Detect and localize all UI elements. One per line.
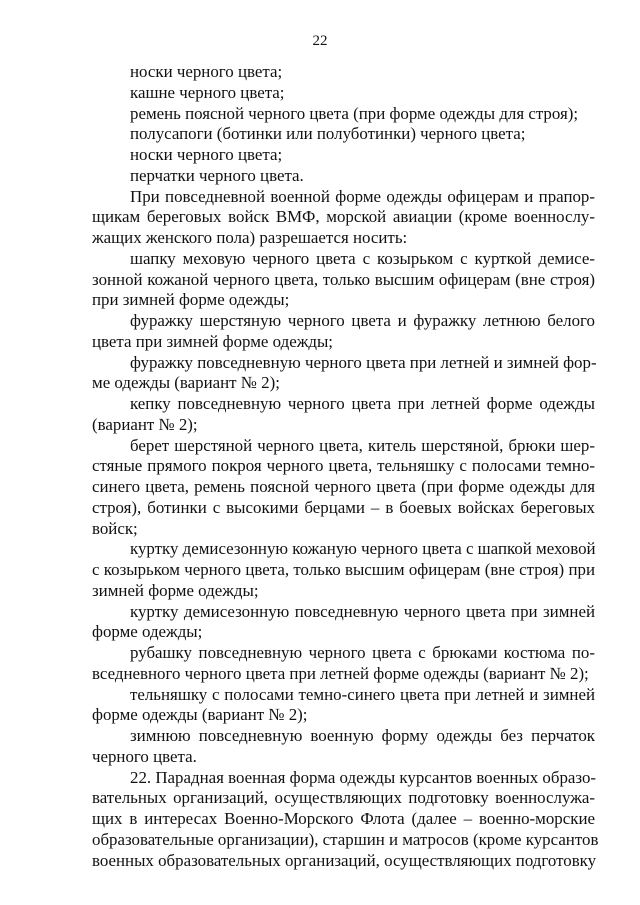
text-line: носки черного цвета; xyxy=(130,62,283,81)
text-line: жащих женского пола) разрешается носить: xyxy=(92,228,408,247)
text-line: цвета при зимней форме одежды; xyxy=(92,331,334,351)
text-line: форме одежды; xyxy=(92,622,203,642)
text-line: шапку меховую черного цвета с козырьком с курткой демисе- xyxy=(130,248,595,268)
text-line: черного цвета. xyxy=(92,746,197,766)
text-line: стяные прямого покроя черного цвета, тельняшку с полосами темно- xyxy=(92,456,595,476)
text-line: рубашку повседневную черного цвета с брюками костюма по- xyxy=(130,643,595,662)
text-line: зимнюю повседневную военную форму одежды без перчаток xyxy=(130,726,595,745)
text-line: зонной кожаной черного цвета, только высшим офицерам (вне строя) xyxy=(92,269,595,289)
text-line: ремень поясной черного цвета (при форме одежды для строя); xyxy=(130,103,579,123)
text-line: При повседневной военной форме одежды офицерам и прапор- xyxy=(130,186,595,206)
text-line: куртку демисезонную кожаную черного цвета с шапкой меховой xyxy=(130,539,596,559)
text-line: щих в интересах Военно-Морского Флота (далее – военно-морские xyxy=(92,809,595,828)
text-line: полусапоги (ботинки или полуботинки) черного цвета; xyxy=(130,124,526,144)
text-line: фуражку шерстяную черного цвета и фуражку летнюю белого xyxy=(130,311,595,330)
page-number: 22 xyxy=(312,33,328,49)
text-line: 22. Парадная военная форма одежды курсантов военных образо- xyxy=(130,767,597,787)
text-line: образовательные организации), старшин и матросов (кроме курсантов xyxy=(92,829,599,849)
text-line: ме одежды (вариант № 2); xyxy=(92,373,280,393)
text-line: вательных организаций, осуществляющих подготовку военнослужа- xyxy=(92,788,595,808)
text-line: с козырьком черного цвета, только высшим офицерам (вне строя) при xyxy=(92,560,595,579)
text-line: берет шерстяной черного цвета, китель шерстяной, брюки шер- xyxy=(130,435,595,455)
text-line: кепку повседневную черного цвета при летней форме одежды xyxy=(130,394,595,413)
text-line: форме одежды (вариант № 2); xyxy=(92,705,308,725)
text-line: (вариант № 2); xyxy=(92,414,198,434)
text-line: носки черного цвета; xyxy=(130,145,283,164)
text-line: строя), ботинки с высокими берцами – в боевых войсках береговых xyxy=(92,497,595,517)
text-line: тельняшку с полосами темно-синего цвета при летней и зимней xyxy=(130,684,595,704)
text-line: военных образовательных организаций, осуществляющих подготовку xyxy=(92,850,597,870)
text-line: вседневного черного цвета при летней форме одежды (вариант № 2); xyxy=(92,663,589,683)
text-line: кашне черного цвета; xyxy=(130,82,285,102)
text-line: куртку демисезонную повседневную черного цвета при зимней xyxy=(130,601,595,621)
text-line: щикам береговых войск ВМФ, морской авиации (кроме военнослу- xyxy=(92,207,595,227)
text-line: синего цвета, ремень поясной черного цвета (при форме одежды для xyxy=(92,477,595,496)
body-text xyxy=(92,62,599,871)
text-line: перчатки черного цвета. xyxy=(130,165,304,185)
text-line: фуражку повседневную черного цвета при летней и зимней фор- xyxy=(130,352,597,372)
text-line: зимней форме одежды; xyxy=(92,580,259,600)
text-line: войск; xyxy=(92,518,138,538)
text-line: при зимней форме одежды; xyxy=(92,290,290,310)
